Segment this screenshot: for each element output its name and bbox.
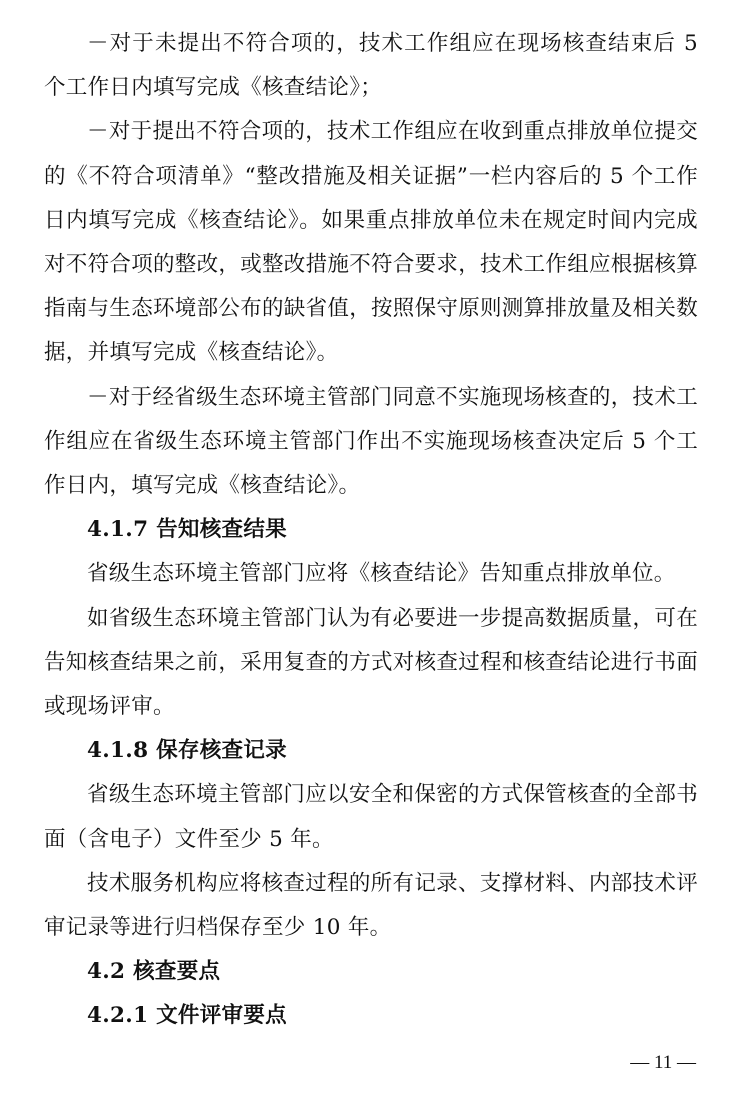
paragraph-keep-records-authority: 省级生态环境主管部门应以安全和保密的方式保管核查的全部书面（含电子）文件至少 5 年。 [44,782,698,852]
paragraph-no-nonconformity: －对于未提出不符合项的，技术工作组应在现场核查结束后 5 个工作日内填写完成《核查结论》； [44,31,698,101]
paragraph-review-before-notify: 如省级生态环境主管部门认为有必要进一步提高数据质量，可在告知核查结果之前，采用复查的方式对核查过程和核查结论进行书面或现场评审。 [44,605,699,720]
paragraph-notify-result: 省级生态环境主管部门应将《核查结论》告知重点排放单位。 [87,561,676,587]
heading-4-2-1: 4.2.1 文件评审要点 [87,1003,287,1029]
paragraph-keep-records-agency: 技术服务机构应将核查过程的所有记录、支撑材料、内部技术评审记录等进行归档保存至少 10 年。 [44,870,698,941]
page-number: — 11 — [630,1052,696,1073]
heading-4-1-7: 4.1.7 告知核查结果 [87,517,287,543]
paragraph-with-nonconformity: －对于提出不符合项的，技术工作组应在收到重点排放单位提交的《不符合项清单》“整改措施及相关证据”一栏内容后的 5 个工作日内填写完成《核查结论》。如果重点排放单位未在规定时间内完成对不符合项的整改，或整改措施不符合要求，技术工作组应根据核算指南与生态环境部公布的缺省值，按照保守原则测算排放量及相关数据，并填写完成《核查结论》。 [44,119,699,366]
heading-4-1-8: 4.1.8 保存核查记录 [87,738,287,764]
document-page [44,22,698,1039]
paragraph-no-onsite-verification: －对于经省级生态环境主管部门同意不实施现场核查的，技术工作组应在省级生态环境主管部门作出不实施现场核查决定后 5 个工作日内，填写完成《核查结论》。 [44,384,698,499]
heading-4-2: 4.2 核查要点 [87,959,221,985]
